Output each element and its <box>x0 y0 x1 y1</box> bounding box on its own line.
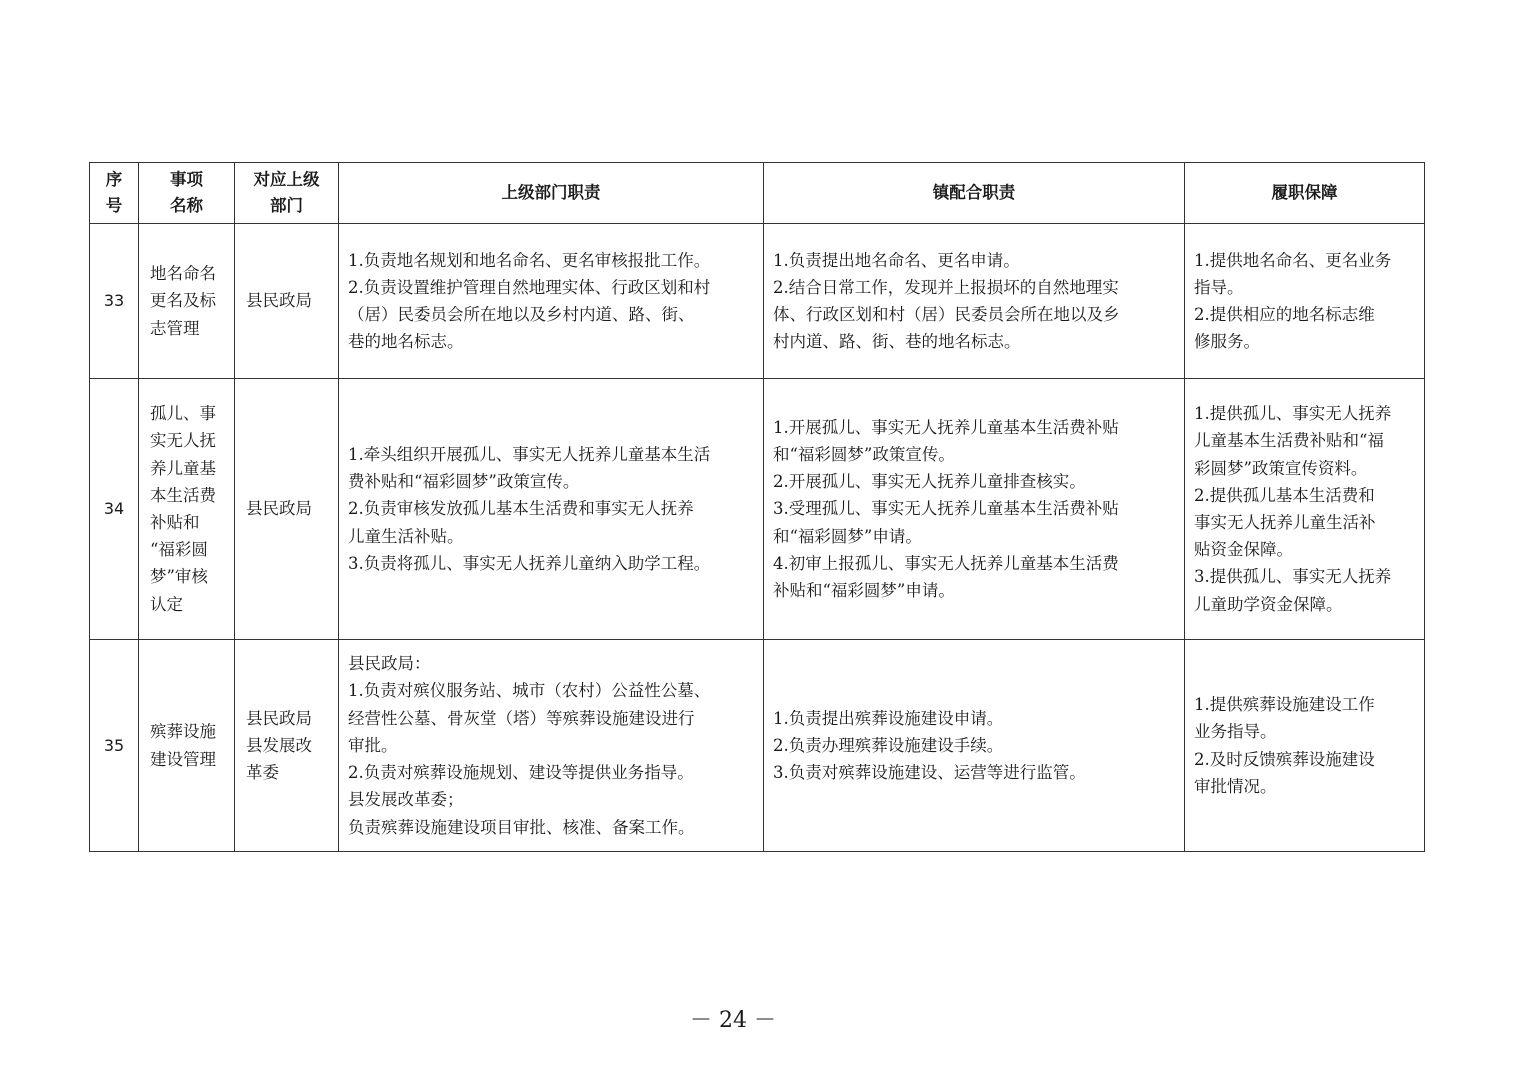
cell-line: 儿童基本生活费补贴和“福 <box>1194 431 1384 451</box>
cell-item-name <box>139 379 235 640</box>
cell-line: 1.牵头组织开展孤儿、事实无人抚养儿童基本生活 <box>348 444 711 464</box>
cell-line: 2.及时反馈殡葬设施建设 <box>1194 749 1375 769</box>
cell-line: 巷的地名标志。 <box>348 332 464 352</box>
cell-line: 县民政局 <box>246 291 312 311</box>
cell-line: 1.负责对殡仪服务站、城市（农村）公益性公墓、 <box>348 681 711 701</box>
cell-line: 县发展改革委； <box>348 790 464 810</box>
cell-line: 1.提供地名命名、更名业务 <box>1194 250 1392 270</box>
cell-line: 2.结合日常工作，发现并上报损坏的自然地理实 <box>773 277 1119 297</box>
cell-line: 负责殡葬设施建设项目审批、核准、备案工作。 <box>348 817 695 837</box>
cell-line: （居）民委员会所在地以及乡村内道、路、街、 <box>348 305 695 324</box>
table-row <box>90 379 1425 640</box>
cell-line: 地名命名 <box>150 264 216 284</box>
cell-line: 儿童生活补贴。 <box>348 526 464 546</box>
cell-line: 村内道、路、街、巷的地名标志。 <box>773 332 1021 352</box>
header-name: 事项 名称 <box>139 163 235 224</box>
table-body <box>90 224 1425 852</box>
cell-line: 儿童助学资金保障。 <box>1194 594 1343 614</box>
cell-dept <box>235 379 339 640</box>
cell-line: 业务指导。 <box>1194 722 1277 742</box>
cell-line: 3.提供孤儿、事实无人抚养 <box>1194 567 1392 587</box>
cell-line: 和“福彩圆梦”申请。 <box>773 526 922 546</box>
header-guarantee: 履职保障 <box>1185 163 1425 224</box>
cell-line: 经营性公墓、骨灰堂（塔）等殡葬设施建设进行 <box>348 708 695 728</box>
table-row <box>90 224 1425 379</box>
cell-no: 34 <box>90 379 139 640</box>
cell-line: 县民政局： <box>348 654 431 674</box>
header-row <box>90 163 1425 224</box>
cell-line: 2.负责办理殡葬设施建设手续。 <box>773 735 1004 755</box>
cell-line: 4.初审上报孤儿、事实无人抚养儿童基本生活费 <box>773 553 1119 573</box>
cell-line: 1.负责提出地名命名、更名申请。 <box>773 250 1020 270</box>
cell-line: 认定 <box>150 594 183 614</box>
cell-no: 35 <box>90 640 139 852</box>
cell-line: 体、行政区划和村（居）民委员会所在地以及乡 <box>773 305 1120 324</box>
cell-line: 1.开展孤儿、事实无人抚养儿童基本生活费补贴 <box>773 417 1119 437</box>
cell-line: 彩圆梦”政策宣传资料。 <box>1194 458 1368 478</box>
cell-line: 2.负责对殡葬设施规划、建设等提供业务指导。 <box>348 763 694 783</box>
cell-line: 养儿童基 <box>150 458 216 478</box>
cell-line: 1.负责提出殡葬设施建设申请。 <box>773 708 1004 728</box>
header-no: 序 号 <box>90 163 139 224</box>
cell-line: 费补贴和“福彩圆梦”政策宣传。 <box>348 472 580 492</box>
cell-upper-duty <box>339 640 764 852</box>
cell-line: 县发展改 <box>246 735 312 755</box>
cell-dept <box>235 640 339 852</box>
cell-line: 县民政局 <box>246 499 312 519</box>
cell-item-name <box>139 224 235 379</box>
cell-line: 孤儿、事 <box>150 404 216 424</box>
duty-table <box>89 162 1425 852</box>
cell-line: 审批。 <box>348 735 398 755</box>
cell-line: 3.受理孤儿、事实无人抚养儿童基本生活费补贴 <box>773 499 1119 519</box>
header-dept: 对应上级 部门 <box>235 163 339 224</box>
cell-line: 事实无人抚养儿童生活补 <box>1194 513 1376 532</box>
cell-line: 3.负责对殡葬设施建设、运营等进行监管。 <box>773 763 1086 783</box>
cell-line: 梦”审核 <box>150 567 208 587</box>
cell-dept <box>235 224 339 379</box>
cell-upper-duty <box>339 379 764 640</box>
cell-line: 2.提供相应的地名标志维 <box>1194 305 1375 324</box>
cell-line: 1.提供孤儿、事实无人抚养 <box>1194 404 1392 424</box>
cell-line: 殡葬设施 <box>150 722 216 742</box>
cell-line: 补贴和“福彩圆梦”申请。 <box>773 581 955 600</box>
header-upper-duty: 上级部门职责 <box>339 163 764 224</box>
cell-line: 2.负责设置维护管理自然地理实体、行政区划和村 <box>348 277 711 297</box>
cell-line: 修服务。 <box>1194 332 1260 352</box>
cell-no: 33 <box>90 224 139 379</box>
cell-line: 2.提供孤儿基本生活费和 <box>1194 485 1375 505</box>
cell-guarantee <box>1185 640 1425 852</box>
cell-line: 1.负责地名规划和地名命名、更名审核报批工作。 <box>348 250 711 270</box>
cell-line: 志管理 <box>150 318 200 338</box>
table-header <box>90 163 1425 224</box>
cell-line: 实无人抚 <box>150 431 216 451</box>
cell-line: 补贴和 <box>150 513 200 532</box>
cell-line: 革委 <box>246 763 279 783</box>
cell-line: 本生活费 <box>150 485 216 505</box>
cell-line: 和“福彩圆梦”政策宣传。 <box>773 444 955 464</box>
cell-guarantee <box>1185 379 1425 640</box>
cell-line: 更名及标 <box>150 291 216 311</box>
page-number: － 24 － <box>690 1008 776 1033</box>
cell-line: 审批情况。 <box>1194 776 1277 796</box>
cell-line: 2.开展孤儿、事实无人抚养儿童排查核实。 <box>773 472 1086 492</box>
cell-town-duty <box>764 224 1185 379</box>
cell-item-name <box>139 640 235 852</box>
cell-guarantee <box>1185 224 1425 379</box>
cell-line: 县民政局 <box>246 708 312 728</box>
cell-line: 1.提供殡葬设施建设工作 <box>1194 695 1375 715</box>
table-row <box>90 640 1425 852</box>
cell-upper-duty <box>339 224 764 379</box>
cell-line: 2.负责审核发放孤儿基本生活费和事实无人抚养 <box>348 499 694 519</box>
cell-line: 贴资金保障。 <box>1194 540 1293 560</box>
cell-town-duty <box>764 640 1185 852</box>
cell-line: 指导。 <box>1194 277 1244 297</box>
header-town-duty: 镇配合职责 <box>764 163 1185 224</box>
cell-line: “福彩圆 <box>150 540 208 560</box>
cell-town-duty <box>764 379 1185 640</box>
cell-line: 3.负责将孤儿、事实无人抚养儿童纳入助学工程。 <box>348 553 711 573</box>
cell-line: 建设管理 <box>150 749 216 769</box>
